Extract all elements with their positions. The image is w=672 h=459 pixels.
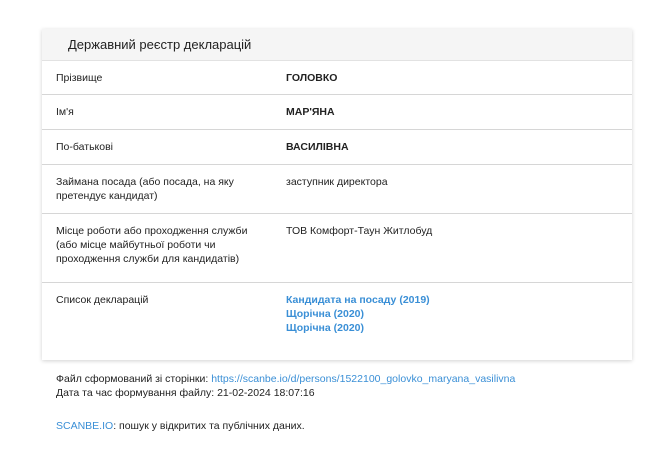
table-row: [42, 283, 632, 360]
footer-date-label: Дата та час формування файлу:: [56, 387, 215, 399]
declaration-link-annual-2020-b[interactable]: Щорічна (2020): [286, 322, 364, 334]
row-label-position: Займана посада (або посада, на яку претендує кандидат): [56, 176, 234, 202]
table-row: [42, 61, 632, 95]
table-row: [42, 95, 632, 130]
row-value-surname: ГОЛОВКО: [286, 71, 338, 84]
row-label-surname: Прізвище: [56, 71, 103, 84]
footer-date: [56, 386, 315, 400]
row-value-workplace: ТОВ Комфорт-Таун Житлобуд: [286, 225, 433, 237]
footer-date-value: 21-02-2024 18:07:16: [217, 387, 315, 399]
row-label-declarations: Список декларацій: [56, 294, 149, 306]
row-label-name: Ім'я: [56, 106, 74, 118]
footer-source-link[interactable]: https://scanbe.io/d/persons/1522100_golovko_maryana_vasilivna: [211, 373, 516, 385]
footer-tagline: : пошук у відкритих та публічних даних.: [113, 420, 305, 432]
footer-source: [56, 372, 515, 386]
brand-link[interactable]: SCANBE.IO: [56, 420, 114, 432]
row-value-position: заступник директора: [286, 176, 388, 188]
declaration-link-candidate-2019[interactable]: Кандидата на посаду (2019): [286, 294, 430, 306]
declaration-links: [272, 293, 632, 360]
declaration-link-annual-2020-a[interactable]: Щорічна (2020): [286, 308, 364, 320]
row-label-workplace: Місце роботи або проходження служби (або місце майбутньої роботи чи проходження служби для кандидатів): [56, 225, 248, 265]
table-row: [42, 165, 632, 214]
row-label-patronymic: По-батькові: [56, 141, 114, 153]
row-value-patronymic: ВАСИЛІВНА: [286, 141, 349, 153]
card-title: Державний реєстр декларацій: [42, 29, 632, 61]
table-row: [42, 130, 632, 165]
declaration-card: [42, 29, 632, 360]
table-row: [42, 214, 632, 283]
footer-brand-line: [56, 419, 305, 433]
row-value-name: МАР'ЯНА: [286, 106, 335, 118]
footer-source-label: Файл сформований зі сторінки:: [56, 373, 209, 385]
